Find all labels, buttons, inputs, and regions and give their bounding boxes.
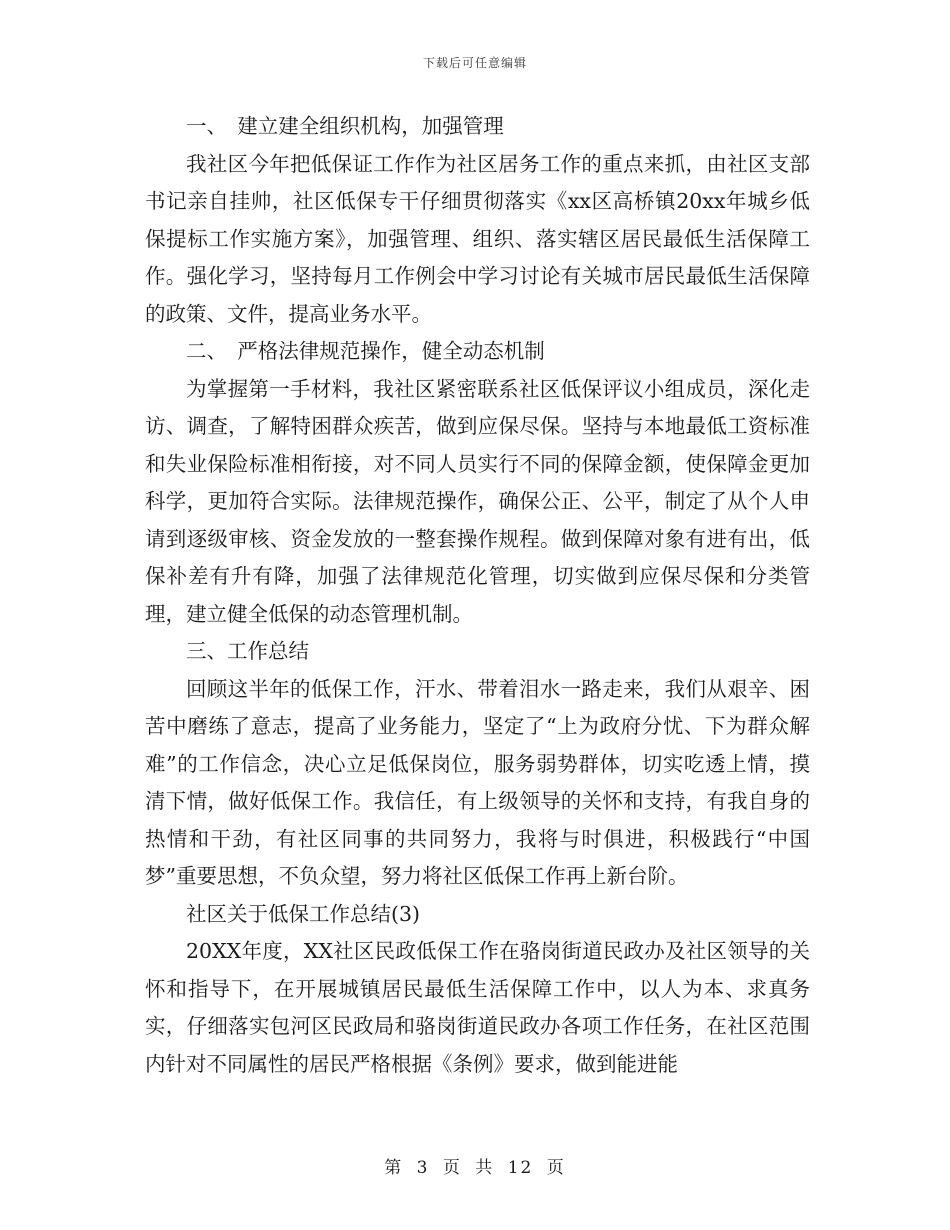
section-heading-1: 一、 建立建全组织机构，加强管理 [186,114,504,138]
paragraph-2: 为掌握第一手材料，我社区紧密联系社区低保评议小组成员，深化走访、调查，了解特困群众疾苦，做到应保尽保。坚持与本地最低工资标准和失业保险标准相衔接，对不同人员实行不同的保障金额，使保障金更加科学，更加符合实际。法律规范操作，确保公正、公平，制定了从个人申请到逐级审核、资金发放的一整套操作规程。做到保障对象有进有出，低保补差有升有降，加强了法律规范化管理，切实做到应保尽保和分类管理，建立健全低保的动态管理机制。 [145,376,810,626]
paragraph-4: 20XX年度，XX社区民政低保工作在骆岗街道民政办及社区领导的关怀和指导下，在开展城镇居民最低生活保障工作中，以人为本、求真务实，仔细落实包河区民政局和骆岗街道民政办各项工作任务，在社区范围内针对不同属性的居民严格根据《条例》要求，做到能进能 [145,939,810,1076]
section-heading-2: 二、 严格法律规范操作，健全动态机制 [186,339,545,363]
document-body [145,108,810,1083]
article-title: 社区关于低保工作总结(3) [186,901,421,926]
page-number: 第 3 页 共 12 页 [384,1158,566,1178]
paragraph-3: 回顾这半年的低保工作，汗水、带着泪水一路走来，我们从艰辛、困苦中磨练了意志，提高了业务能力，坚定了“上为政府分忧、下为群众解难”的工作信念，决心立足低保岗位，服务弱势群体，切实吃透上情，摸清下情，做好低保工作。我信任，有上级领导的关怀和支持，有我自身的热情和干劲，有社区同事的共同努力，我将与时俱进，积极践行“中国梦”重要思想，不负众望，努力将社区低保工作再上新台阶。 [145,676,810,888]
paragraph-1: 我社区今年把低保证工作作为社区居务工作的重点来抓，由社区支部书记亲自挂帅，社区低保专干仔细贯彻落实《xx区高桥镇20xx年城乡低保提标工作实施方案》，加强管理、组织、落实辖区居民最低生活保障工作。强化学习，坚持每月工作例会中学习讨论有关城市居民最低生活保障的政策、文件，提高业务水平。 [145,151,810,326]
header-note: 下载后可任意编辑 [422,56,527,70]
section-heading-3: 三、工作总结 [186,639,309,663]
